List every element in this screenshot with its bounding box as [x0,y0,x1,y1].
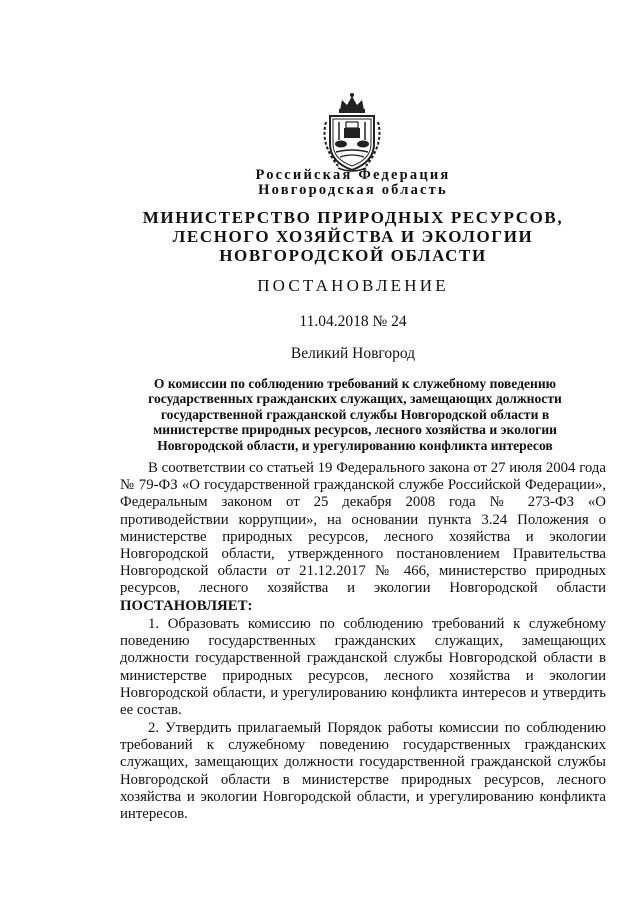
intro-text: В соответствии со статьей 19 Федерального закона от 27 июля 2004 года № 79-ФЗ «О государственной гражданской службе Российской Федерации», Федеральным законом от 25 декабря 2008 года № 273-ФЗ «О противодействии коррупции», на основании пункта 3.24 Положения о министерстве природных ресурсов, лесного хозяйства и экологии Новгородской области, утвержденного постановлением Правительства Новгородской области от 21.12.2017 № 466, министерство природных ресурсов, лесного хозяйства и экологии Новгородской области [120,460,606,597]
item-1-paragraph: 1. Образовать комиссию по соблюдению требований к служебному поведению государственных гражданских служащих, замещающих должности государственной гражданской службы Новгородской области в министерстве природных ресурсов, лесного хозяйства и экологии Новгородской области, и урегулированию конфликта интересов и утвердить ее состав. [120,616,606,719]
item-2-paragraph: 2. Утвердить прилагаемый Порядок работы комиссии по соблюдению требований к служебному поведению государственных гражданских служащих, замещающих должности государственной гражданской службы Новгородской области в министерстве природных ресурсов, лесного хозяйства и экологии Новгородской области, и урегулированию конфликта интересов. [120,720,606,823]
intro-paragraph [120,460,606,615]
ministry-title-line-3: НОВГОРОДСКОЙ ОБЛАСТИ [219,246,487,265]
federation-title: Российская Федерация [255,167,451,183]
resolves-keyword: ПОСТАНОВЛЯЕТ: [120,597,253,614]
document-subject: О комиссии по соблюдению требований к служебному поведению государственных гражданских служащих, замещающих должности государственной гражданской службы Новгородской области в министерстве природных ресурсов, лесного хозяйства и экологии Новгородской области, и урегулированию конфликта интересов [148,376,562,453]
novgorod-coat-of-arms-icon [318,92,386,174]
ministry-title-line-2: ЛЕСНОГО ХОЗЯЙСТВА И ЭКОЛОГИИ [172,227,534,246]
ministry-title-line-1: МИНИСТЕРСТВО ПРИРОДНЫХ РЕСУРСОВ, [142,208,564,227]
document-date-number: 11.04.2018 № 24 [299,313,407,330]
region-title: Новгородская область [258,182,448,198]
document-city: Великий Новгород [290,345,416,362]
document-type: ПОСТАНОВЛЕНИЕ [257,276,449,295]
